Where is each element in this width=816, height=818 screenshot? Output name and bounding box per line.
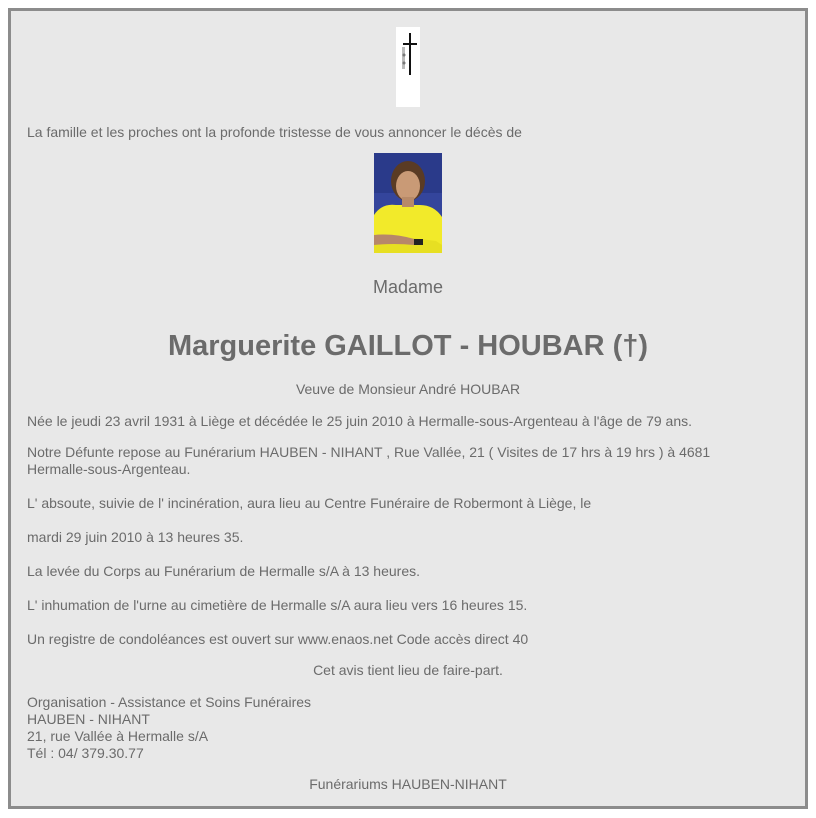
organisation-line-2: HAUBEN - NIHANT [27,711,150,727]
cross-icon [396,27,420,107]
absoute-line: L' absoute, suivie de l' incinération, aura lieu au Centre Funéraire de Robermont à Liège, le [27,495,592,511]
obituary-card [8,8,808,809]
condolence-register-line: Un registre de condoléances est ouvert sur www.enaos.net Code accès direct 40 [27,631,529,647]
deceased-name: Marguerite GAILLOT - HOUBAR (†) [167,330,649,362]
salutation: Madame [372,277,444,297]
intro-text: La famille et les proches ont la profonde tristesse de vous annoncer le décès de [27,124,522,140]
spouse-line: Veuve de Monsieur André HOUBAR [295,381,521,397]
ceremony-date: mardi 29 juin 2010 à 13 heures 35. [27,529,244,545]
organisation-address: 21, rue Vallée à Hermalle s/A [27,728,209,744]
rest-location-line-2: Hermalle-sous-Argenteau. [27,461,191,477]
levee-line: La levée du Corps au Funérarium de Hermalle s/A à 13 heures. [27,563,420,579]
portrait-photo [374,153,442,253]
cross-emblem [396,27,420,107]
faire-part-line: Cet avis tient lieu de faire-part. [313,662,503,678]
footer-signature: Funérariums HAUBEN-NIHANT [309,776,507,792]
birth-death-line: Née le jeudi 23 avril 1931 à Liège et décédée le 25 juin 2010 à Hermalle-sous-Argenteau à l'âge de 79 ans. [27,413,693,429]
inhumation-line: L' inhumation de l'urne au cimetière de Hermalle s/A aura lieu vers 16 heures 15. [27,597,528,613]
organisation-phone: Tél : 04/ 379.30.77 [27,745,144,761]
organisation-line-1: Organisation - Assistance et Soins Funéraires [27,694,312,710]
rest-location-line-1: Notre Défunte repose au Funérarium HAUBEN - NIHANT , Rue Vallée, 21 ( Visites de 17 hrs à 19 hrs ) à 4681 [27,444,711,460]
